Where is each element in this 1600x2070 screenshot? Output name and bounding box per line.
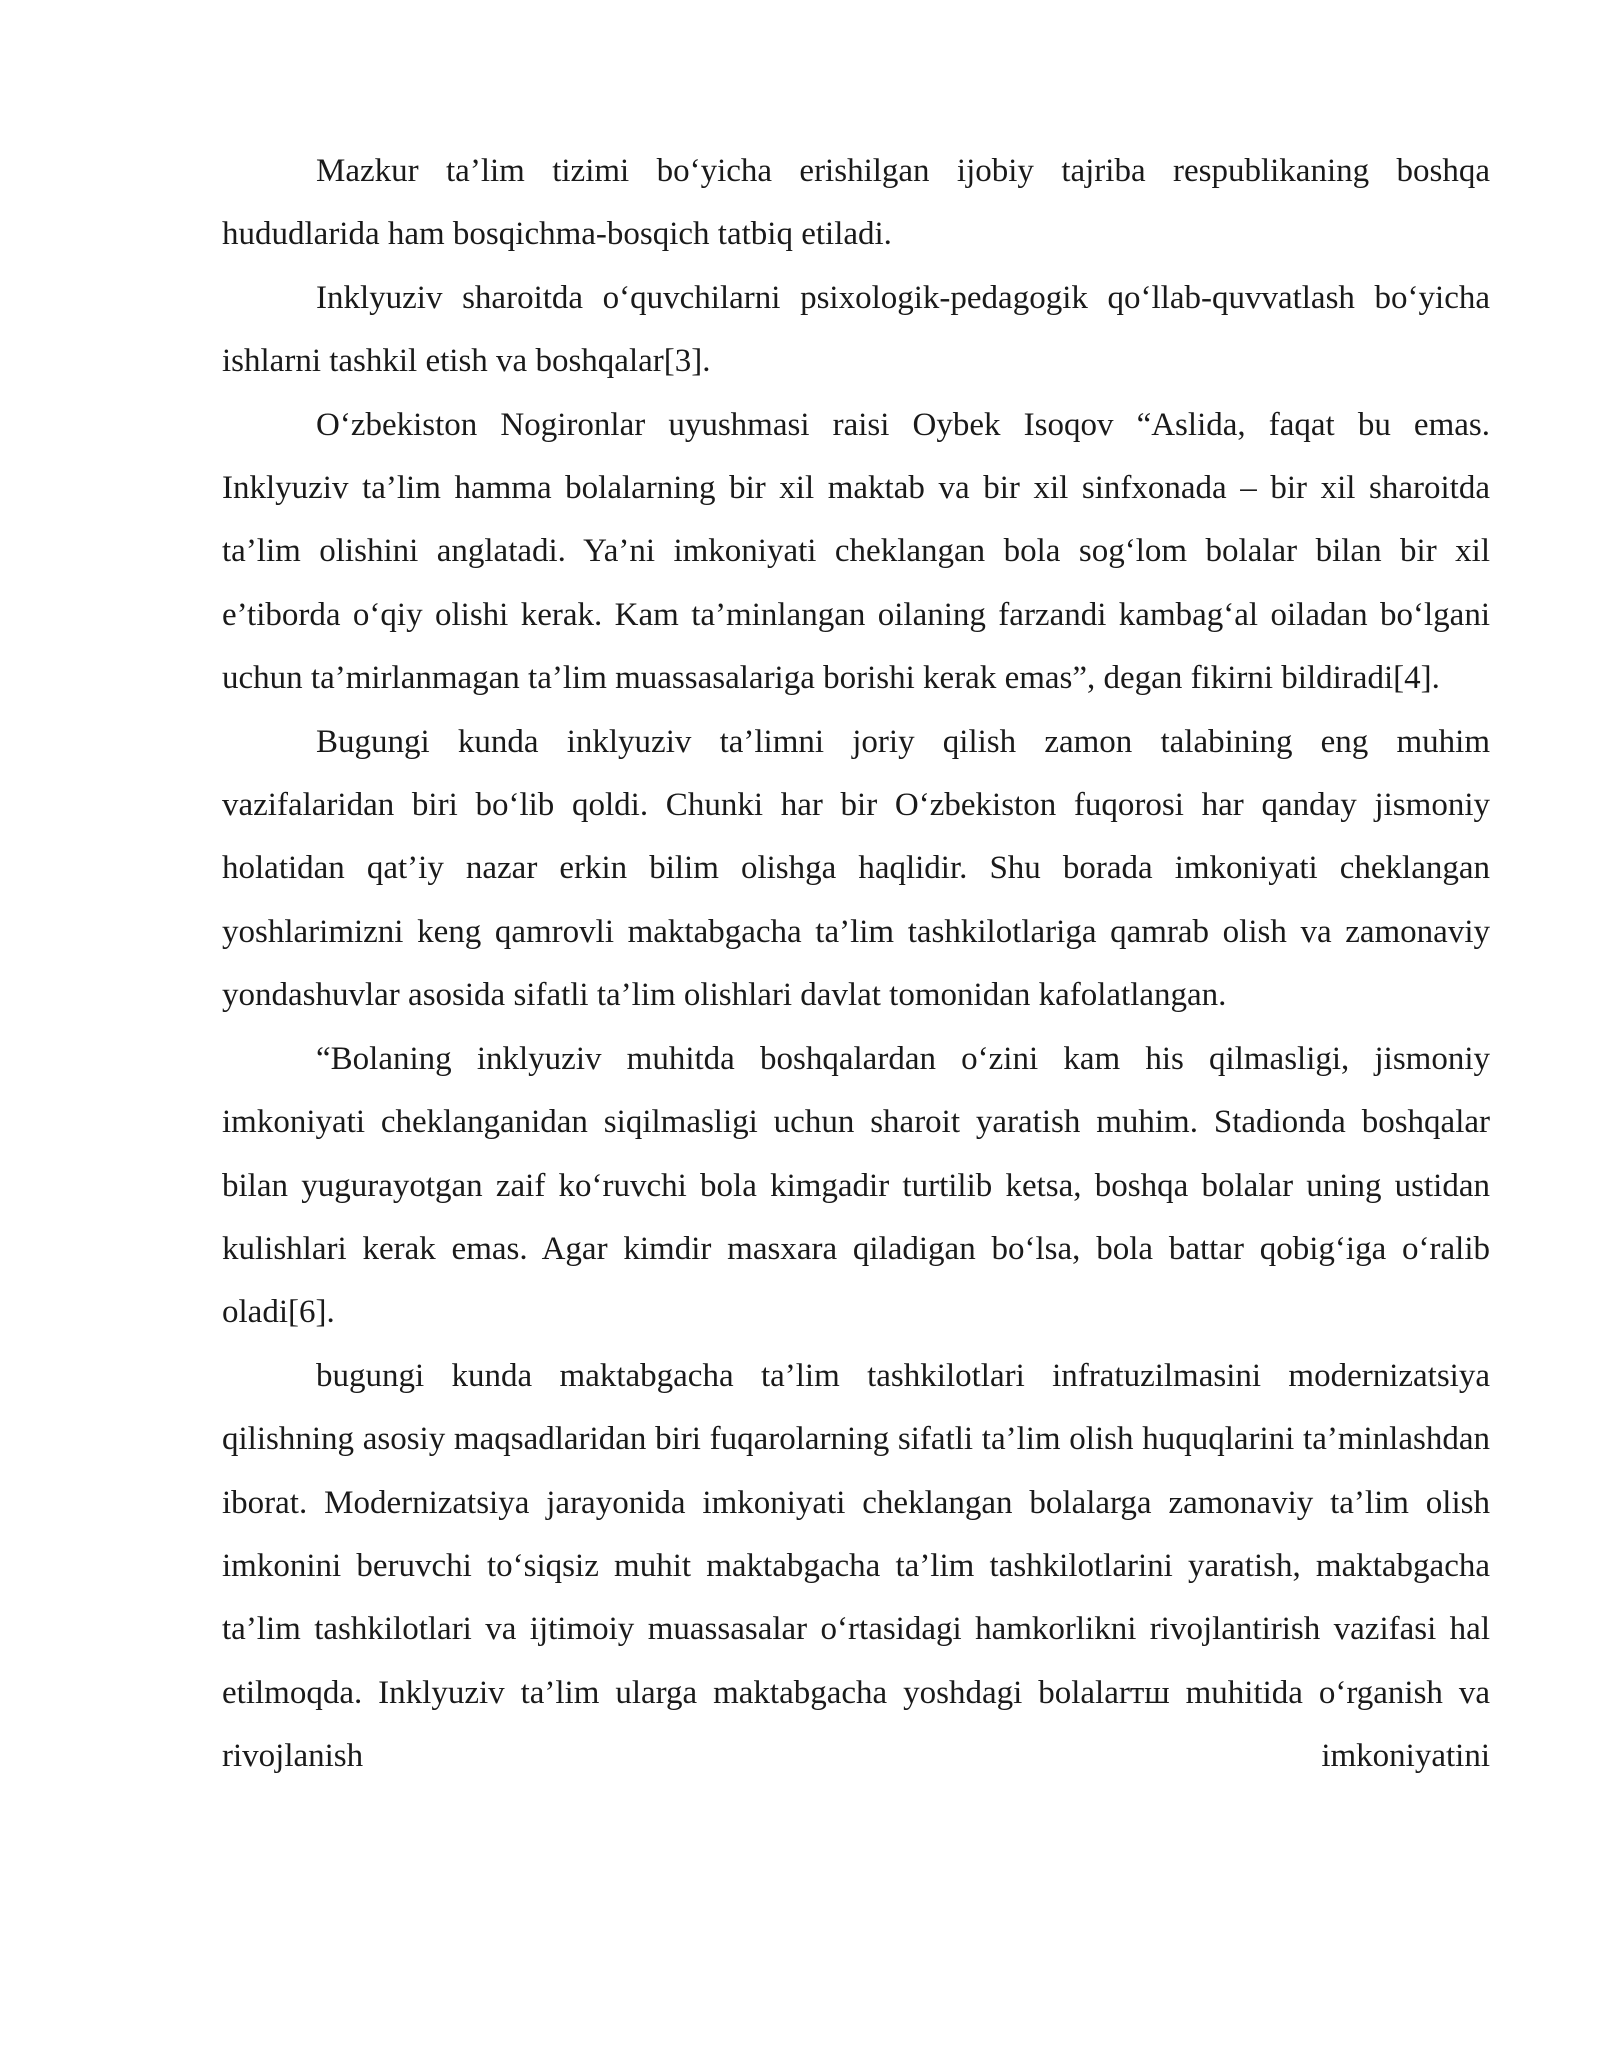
paragraph: “Bolaning inklyuziv muhitda boshqalardan o‘zini kam his qilmasligi, jismoniy imkoniyati cheklanganidan siqilmasligi uchun sharoit yaratish muhim. Stadionda boshqalar bilan yugurayotgan zaif ko‘ruvchi bola kimgadir turtilib ketsa, boshqa bolalar uning ustidan kulishlari kerak emas. Agar kimdir masxara qiladigan bo‘lsa, bola battar qobig‘iga o‘ralib oladi[6]. bbox=[222, 1040, 1490, 1331]
paragraph: O‘zbekiston Nogironlar uyushmasi raisi Oybek Isoqov “Aslida, faqat bu emas. Inklyuziv ta’lim hamma bolalarning bir xil maktab va bir xil sinfxonada – bir xil sharoitda ta’lim olishini anglatadi. Ya’ni imkoniyati cheklangan bola sog‘lom bolalar bilan bir xil e’tiborda o‘qiy olishi kerak. Kam ta’minlangan oilaning farzandi kambag‘al oiladan bo‘lgani uchun ta’mirlanmagan ta’lim muassasalariga borishi kerak emas”, degan fikirni bildiradi[4]. bbox=[222, 406, 1490, 697]
paragraph: Mazkur ta’lim tizimi bo‘yicha erishilgan ijobiy tajriba respublikaning boshqa hududlarida ham bosqichma-bosqich tatbiq etiladi. bbox=[222, 153, 1490, 253]
paragraph: Inklyuziv sharoitda o‘quvchilarni psixologik-pedagogik qo‘llab-quvvatlash bo‘yicha ishlarni tashkil etish va boshqalar[3]. bbox=[222, 279, 1490, 380]
document-body bbox=[222, 140, 1490, 1789]
paragraph-continued: bugungi kunda maktabgacha ta’lim tashkilotlari infratuzilmasini modernizatsiya qilishning asosiy maqsadlaridan biri fuqarolarning sifatli ta’lim olish huquqlarini ta’minlashdan iborat. Modernizatsiya jarayonida imkoniyati cheklangan bolalarga zamonaviy ta’lim olish imkonini beruvchi to‘siqsiz muhit maktabgacha ta’lim tashkilotlarini yaratish, maktabgacha ta’lim tashkilotlari va ijtimoiy muassasalar o‘rtasidagi hamkorlikni rivojlantirish vazifasi hal etilmoqda. Inklyuziv ta’lim ularga maktabgacha yoshdagi bolalarтш muhitida o‘rganish va rivojlanish imkoniyatini bbox=[222, 1357, 1490, 1775]
paragraph: Bugungi kunda inklyuziv ta’limni joriy qilish zamon talabining eng muhim vazifalaridan biri bo‘lib qoldi. Chunki har bir O‘zbekiston fuqorosi har qanday jismoniy holatidan qat’iy nazar erkin bilim olishga haqlidir. Shu borada imkoniyati cheklangan yoshlarimizni keng qamrovli maktabgacha ta’lim tashkilotlariga qamrab olish va zamonaviy yondashuvlar asosida sifatli ta’lim olishlari davlat tomonidan kafolatlangan. bbox=[222, 723, 1490, 1014]
